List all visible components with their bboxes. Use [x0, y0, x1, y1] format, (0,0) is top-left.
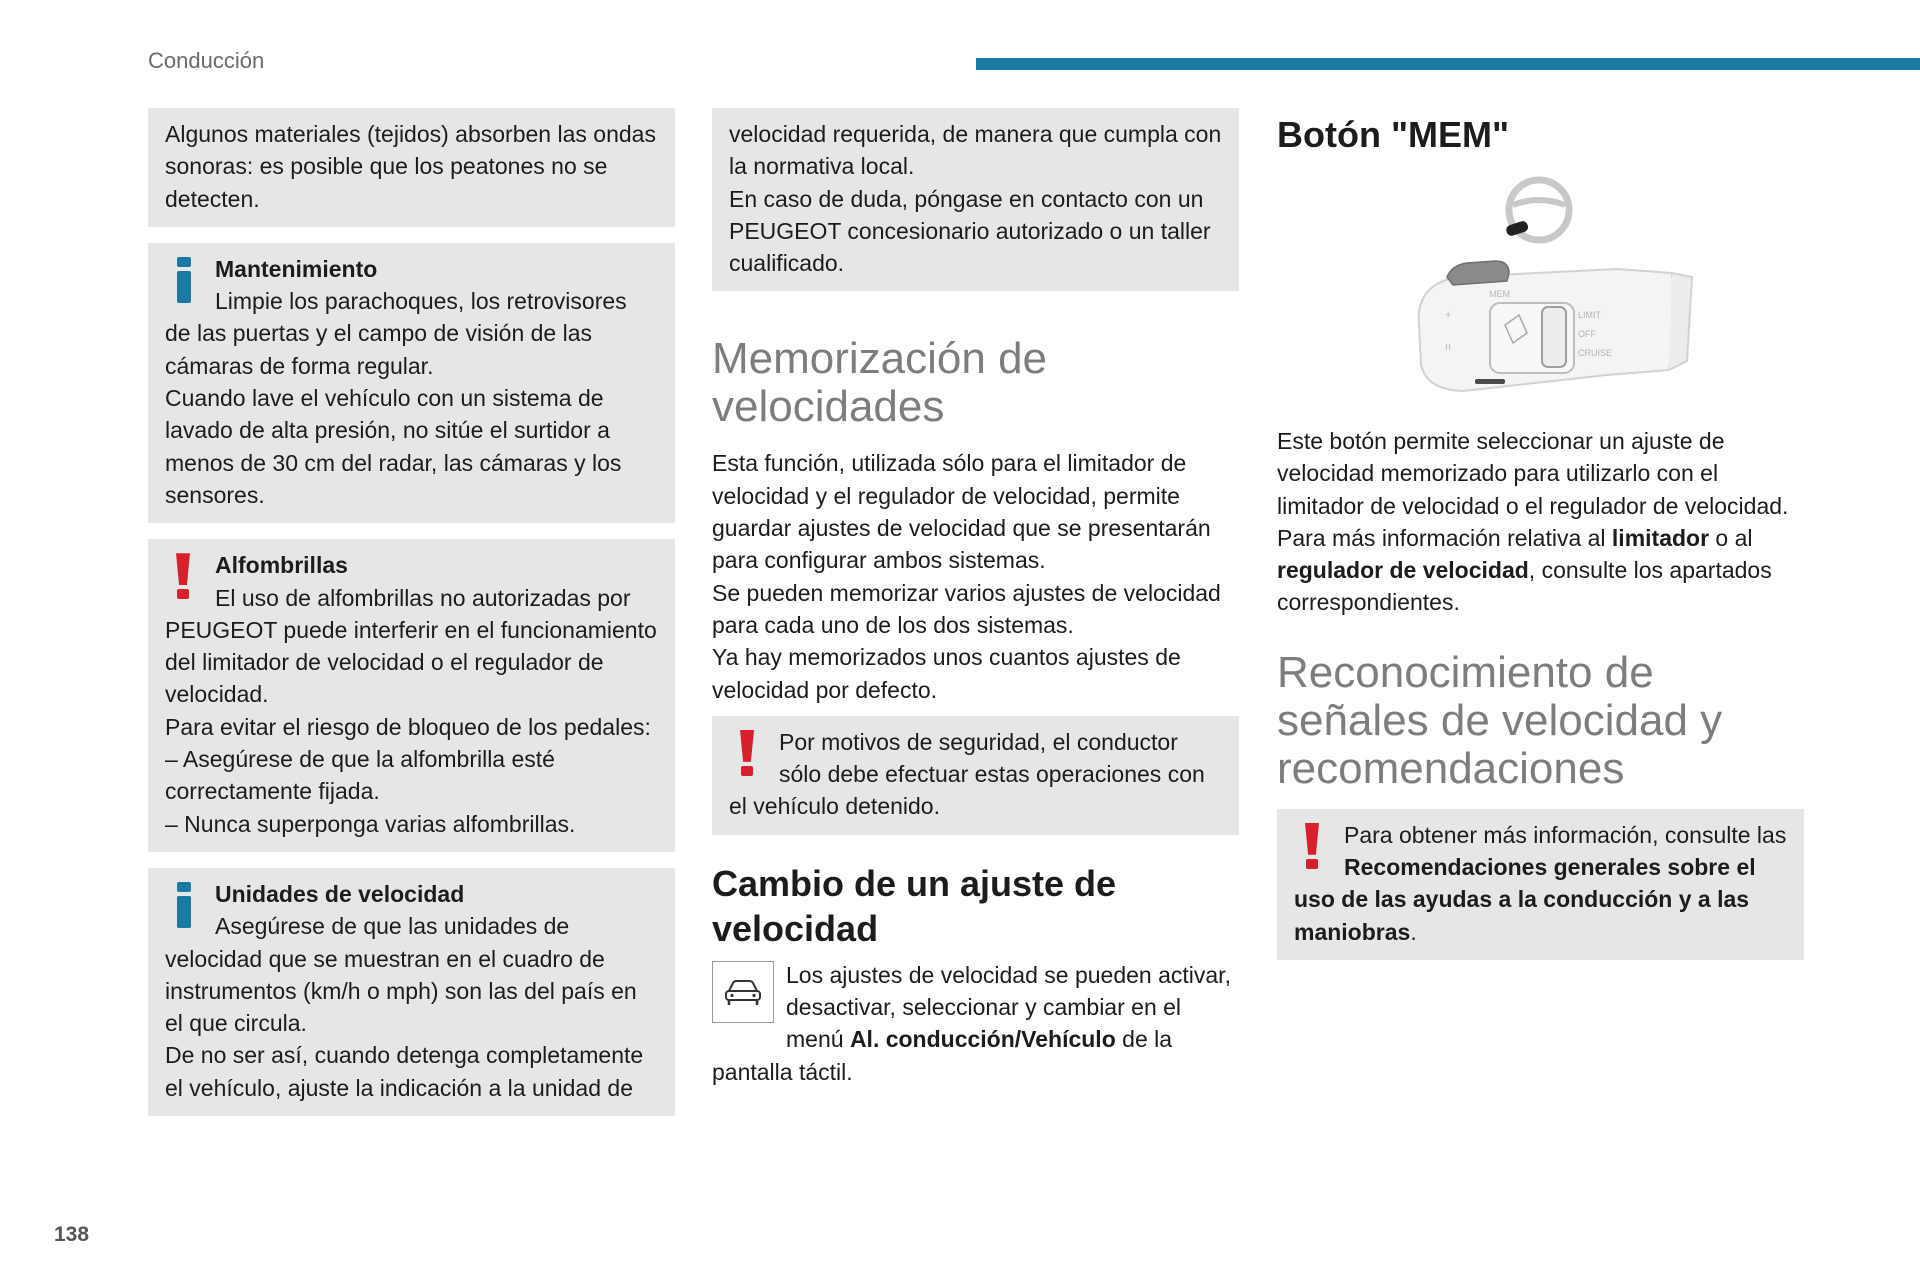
svg-text:+: +: [1445, 309, 1452, 321]
info-box-units: [148, 868, 675, 1116]
box-text: velocidad requerida, de manera que cumpla con la normativa local.: [729, 121, 1222, 180]
menu-path: Al. conducción/Vehículo: [849, 1026, 1116, 1053]
warning-box-mats: [148, 539, 675, 852]
warning-icon: [1294, 823, 1330, 873]
cruise-label: CRUISE: [1578, 348, 1613, 358]
box-text: De no ser así, cuando detenga completamente el vehículo, ajuste la indicación a la unidad de: [165, 1042, 644, 1101]
box-text: Por motivos de seguridad, el conductor sólo debe efectuar estas operaciones con el vehículo detenido.: [729, 728, 1205, 820]
warning-box-safety: [712, 716, 1239, 835]
warning-icon: [729, 730, 765, 780]
car-icon: [712, 961, 774, 1023]
section-header: Conducción: [148, 48, 265, 73]
header-accent-bar: [976, 58, 1920, 70]
mem-button-illustration: [1277, 165, 1804, 415]
body-text: Se pueden memorizar varios ajustes de velocidad para cada uno de los dos sistemas.: [712, 579, 1221, 638]
section-title-recognition: Reconocimiento de señales de velocidad y recomendaciones: [1277, 647, 1723, 793]
column-middle: [712, 108, 1239, 1088]
box-text: El uso de alfombrillas no autorizadas por PEUGEOT puede interferir en el funcionamiento del limitador de velocidad o el regulador de velocidad.: [165, 584, 657, 708]
box-text: Asegúrese de que las unidades de velocidad que se muestran en el cuadro de instrumentos (km/h o mph) son las del país en el que circula.: [165, 913, 637, 1037]
box-text: Cuando lave el vehículo con un sistema de lavado de alta presión, no sitúe el surtidor a menos de 30 cm del radar, las cámaras y los sensores.: [165, 385, 622, 508]
limit-label: LIMIT: [1578, 310, 1602, 320]
section-title-change: Cambio de un ajuste de velocidad: [712, 862, 1117, 949]
box-text: En caso de duda, póngase en contacto con un PEUGEOT concesionario autorizado o un taller cualificado.: [729, 185, 1211, 277]
section-title-mem: Botón "MEM": [1277, 114, 1510, 155]
note-text: Algunos materiales (tejidos) absorben las ondas sonoras: es posible que los peatones no se detecten.: [165, 121, 656, 212]
body-text: Esta función, utilizada sólo para el limitador de velocidad y el regulador de velocidad, permite guardar ajustes de velocidad que se presentarán para configurar ambos sistemas.: [712, 450, 1211, 574]
off-label: OFF: [1578, 329, 1596, 339]
warning-icon: [165, 553, 201, 603]
reference-link: Recomendaciones generales sobre el uso de las ayudas a la conducción y a las maniobras: [1294, 854, 1756, 945]
box-text: Para obtener más información, consulte las Recomendaciones generales sobre el uso de las ayudas a la conducción y a las maniobras.: [1294, 821, 1787, 945]
body-text: Para más información relativa al limitador o al regulador de velocidad, consulte los apartados correspondientes.: [1277, 524, 1772, 616]
change-text: Los ajustes de velocidad se pueden activar, desactivar, seleccionar y cambiar en el menú: [786, 961, 1231, 1053]
svg-text:ıı: ıı: [1445, 341, 1452, 353]
box-title: Alfombrillas: [215, 552, 348, 579]
note-box-sound: [148, 108, 675, 227]
column-left: [148, 108, 675, 1132]
box-text: Para evitar el riesgo de bloqueo de los pedales:: [165, 713, 651, 740]
change-text-end: de la pantalla táctil.: [712, 1026, 1173, 1085]
list-item: – Nunca superponga varias alfombrillas.: [165, 810, 576, 837]
info-icon: [165, 257, 201, 307]
column-right: [1277, 108, 1804, 976]
note-box-continued: [712, 108, 1239, 291]
mem-label: MEM: [1489, 289, 1510, 299]
page-number: 138: [54, 1223, 90, 1246]
change-paragraph: [712, 959, 1239, 1088]
list-item: – Asegúrese de que la alfombrilla esté correctamente fijada.: [165, 746, 555, 805]
box-title: Unidades de velocidad: [215, 880, 465, 907]
box-text: Limpie los parachoques, los retrovisores de las puertas y el campo de visión de las cámaras de forma regular.: [165, 288, 627, 379]
warning-box-recommendations: [1277, 809, 1804, 960]
info-icon: [165, 882, 201, 932]
info-box-maintenance: [148, 243, 675, 523]
body-text: Este botón permite seleccionar un ajuste de velocidad memorizado para utilizarlo con el limitador de velocidad o el regulador de velocidad.: [1277, 428, 1789, 519]
steering-wheel-icon: [1505, 180, 1569, 240]
body-text: Ya hay memorizados unos cuantos ajustes de velocidad por defecto.: [712, 644, 1181, 703]
box-title: Mantenimiento: [215, 255, 378, 282]
section-title-memo: Memorización de velocidades: [712, 334, 1048, 432]
